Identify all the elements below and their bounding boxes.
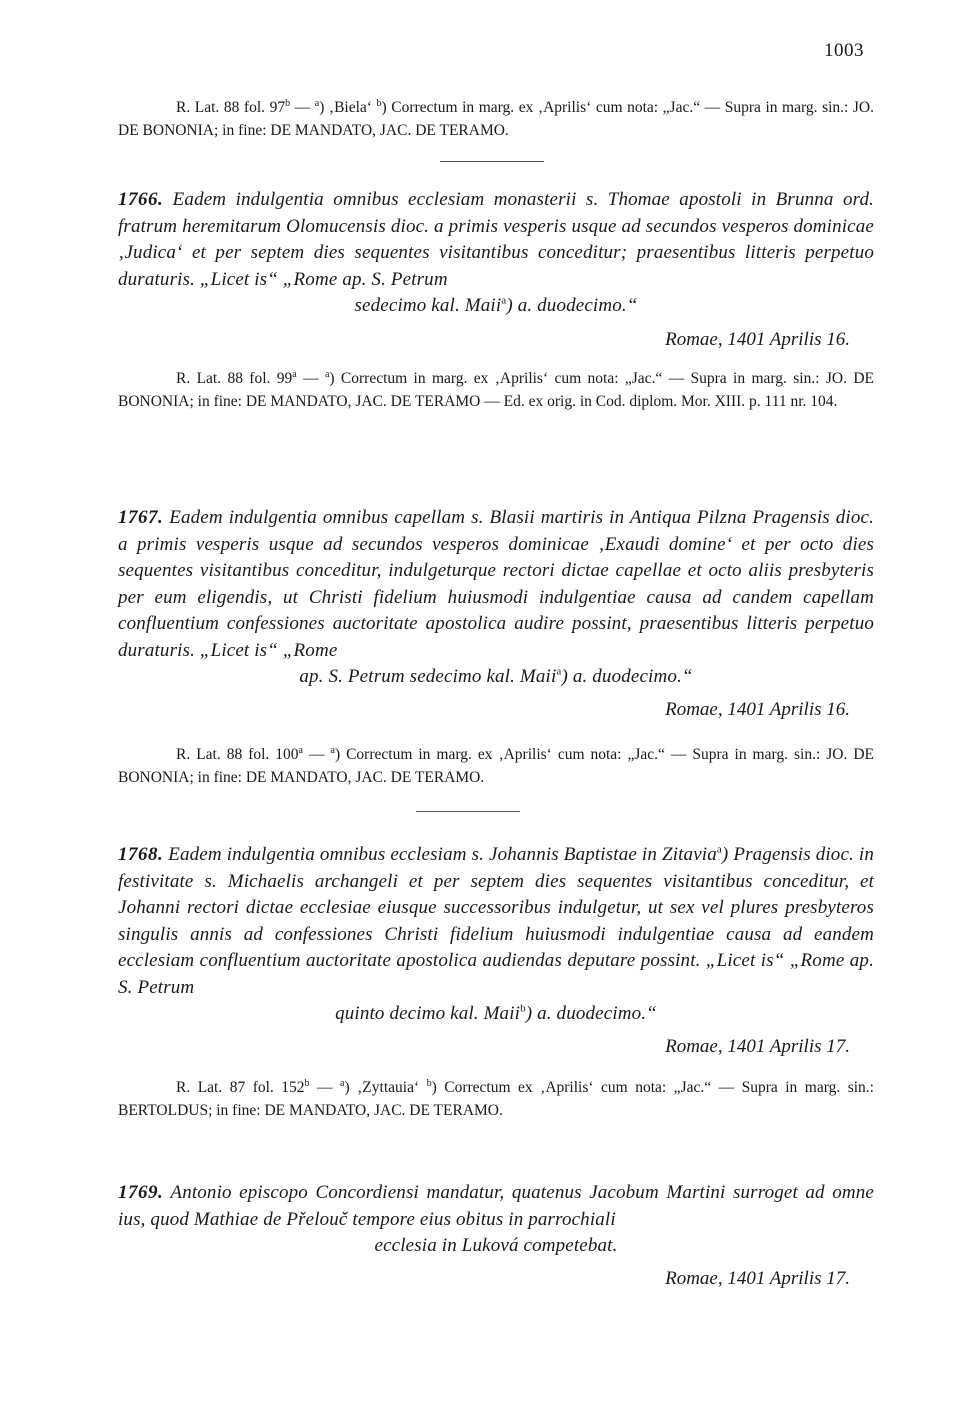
note-text: —	[303, 745, 331, 763]
entry-footnote	[118, 743, 874, 789]
note-text: ) ‚Biela‘	[319, 99, 377, 116]
entry-last-line	[118, 1233, 874, 1260]
entry-footnote	[118, 1076, 874, 1122]
note-sup: b	[285, 97, 291, 109]
section-divider	[416, 811, 520, 812]
note-text: R. Lat. 88 fol. 99	[176, 369, 293, 387]
entry-number: 1768.	[118, 844, 164, 865]
note-sup: a	[324, 368, 330, 380]
note-text: ) Correctum in marg. ex ‚Aprilis‘ cum nota: „Jac.“ — Supra in marg. sin.: JO. DE BONONIA; in fine: DE MANDATO, JAC. DE TERAMO — Ed. ex orig. in Cod. diplom. Mor. XIII. p. 111 nr. 104.	[118, 369, 874, 410]
entry-sup: a	[556, 665, 562, 678]
note-text: R. Lat. 88 fol. 97	[176, 99, 286, 116]
note-text: R. Lat. 88 fol. 100	[176, 745, 299, 763]
entry-1769	[118, 1180, 874, 1292]
note-sup: b	[376, 97, 382, 109]
entry-text	[118, 187, 874, 320]
entry-footnote	[118, 367, 874, 413]
entry-body: ) a. duodecimo.“	[506, 295, 638, 316]
entry-date: Romae, 1401 Aprilis 16.	[665, 698, 850, 720]
note-text: ) ‚Zyttauia‘	[344, 1078, 427, 1096]
entry-body: ecclesia in Luková competebat.	[374, 1235, 618, 1256]
entry-sup: a	[716, 843, 722, 856]
note-sup: a	[340, 1077, 345, 1089]
entry-body: Eadem indulgentia omnibus ecclesiam s. Johannis Baptistae in Zitavia	[163, 844, 717, 865]
entry-text	[118, 842, 874, 1028]
entry-body: ) a. duodecimo.“	[561, 666, 693, 687]
entry-number: 1767.	[118, 507, 164, 528]
entry-date: Romae, 1401 Aprilis 17.	[665, 1267, 850, 1289]
footnote-text	[118, 96, 874, 142]
note-text: ) Correctum ex ‚Aprilis‘ cum nota: „Jac.“ — Supra in marg. sin.: BERTOLDUS; in fine: DE MANDATO, JAC. DE TERAMO.	[118, 1078, 874, 1119]
entry-body: Antonio episcopo Concordiensi mandatur, quatenus Jacobum Martini surroget ad omne ius, quod Mathiae de Přelouč tempore eius obitus in parrochiali	[118, 1182, 874, 1230]
entry-date: Romae, 1401 Aprilis 16.	[665, 328, 850, 350]
note-text: —	[290, 99, 315, 116]
entry-1768	[118, 842, 874, 1122]
entry-body: sedecimo kal. Maii	[354, 295, 502, 316]
note-sup: a	[330, 744, 335, 756]
entry-last-line	[118, 1001, 874, 1028]
entry-date: Romae, 1401 Aprilis 17.	[665, 1035, 850, 1057]
entry-body: ap. S. Petrum sedecimo kal. Maii	[299, 666, 557, 687]
page-number: 1003	[824, 40, 864, 61]
entry-body: Eadem indulgentia omnibus capellam s. Blasii martiris in Antiqua Pilzna Pragensis dioc. a primis vesperis usque ad secundos vesperos dominicae ‚Exaudi domine‘ et per octo dies sequentes visitantibus conceditur, indulgeturque rectori dictae capellae et octo aliis presbyteris per eum eligendis, ut Christi fidelium huiusmodi indulgentiae causa ad candem capellam confluentium confessiones auctoritate apostolica audire possint, praesentibus litteris perpetuo duraturis. „Licet is“ „Rome	[118, 507, 874, 661]
entry-sup: a	[501, 294, 507, 307]
note-text: R. Lat. 87 fol. 152	[176, 1078, 305, 1096]
entry-sup: b	[520, 1002, 526, 1015]
entry-last-line	[118, 293, 874, 320]
entry-number: 1769.	[118, 1182, 164, 1203]
entry-number: 1766.	[118, 189, 164, 210]
note-text: —	[296, 369, 325, 387]
note-sup: a	[314, 97, 320, 109]
entry-1766	[118, 187, 874, 413]
note-sup: a	[292, 368, 297, 380]
entry-body: ) a. duodecimo.“	[525, 1003, 657, 1024]
top-footnote	[118, 96, 874, 142]
entry-text	[118, 1180, 874, 1260]
note-text: —	[309, 1078, 341, 1096]
note-sup: b	[304, 1077, 310, 1089]
note-text: ) Correctum in marg. ex ‚Aprilis‘ cum nota: „Jac.“ — Supra in marg. sin.: JO. DE BONONIA; in fine: DE MANDATO, JAC. DE TERAMO.	[118, 99, 874, 139]
entry-1767	[118, 505, 874, 789]
entry-body: quinto decimo kal. Maii	[335, 1003, 521, 1024]
note-sup: b	[426, 1077, 432, 1089]
entry-text	[118, 505, 874, 691]
note-sup: a	[298, 744, 303, 756]
entry-body: Eadem indulgentia omnibus ecclesiam monasterii s. Thomae apostoli in Brunna ord. fratrum heremitarum Olomucensis dioc. a primis vesperis usque ad secundos vesperos dominicae ‚Judica‘ et per septem dies sequentes visitantibus conceditur; praesentibus litteris perpetuo duraturis. „Licet is“ „Rome ap. S. Petrum	[118, 189, 874, 290]
entry-body: ) Pragensis dioc. in festivitate s. Michaelis archangeli et per septem dies sequentes visitantibus conceditur, et Johanni rectori dictae ecclesiae eiusque successoribus indulgetur, ut sex vel plures presbyteros singulis annis ad confessiones Christi fidelium huiusmodi indulgentiae causa ad eandem ecclesiam confluentium auctoritate apostolica audiendas deputare possint. „Licet is“ „Rome ap. S. Petrum	[118, 844, 874, 998]
section-divider	[440, 161, 544, 162]
entry-last-line	[118, 664, 874, 691]
note-text: ) Correctum in marg. ex ‚Aprilis‘ cum nota: „Jac.“ — Supra in marg. sin.: JO. DE BONONIA; in fine: DE MANDATO, JAC. DE TERAMO.	[118, 745, 874, 786]
